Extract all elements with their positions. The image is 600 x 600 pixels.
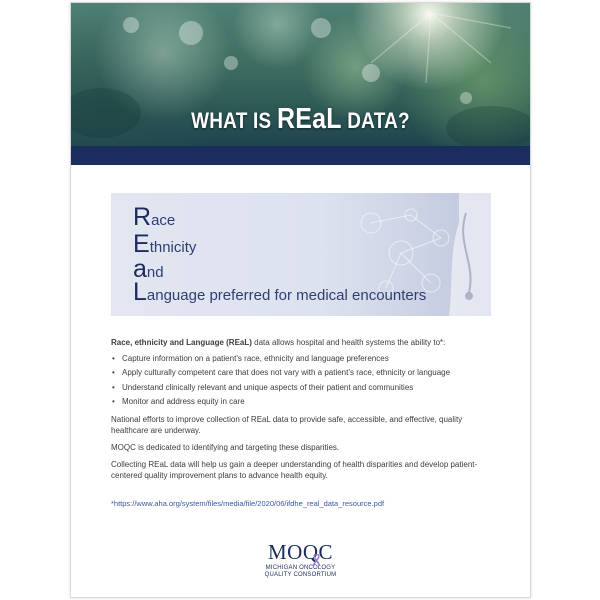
navy-divider-bar (71, 146, 530, 165)
national-efforts-paragraph: National efforts to improve collection of REaL data to provide safe, accessible, and effective, quality healthcare are underway. (111, 415, 463, 435)
list-item (111, 383, 496, 394)
bullet-icon: • (112, 396, 115, 406)
real-initial: E (133, 230, 150, 258)
list-item (111, 397, 496, 408)
moqc-dedication-paragraph: MOQC is dedicated to identifying and targeting these disparities. (111, 443, 340, 452)
list-item (111, 354, 496, 365)
title-prefix: WHAT IS (191, 108, 277, 133)
bullet-icon: • (112, 354, 115, 363)
real-line-race (133, 203, 175, 232)
list-item-text: Monitor and address equity in care (122, 396, 245, 406)
real-word: nd (146, 264, 164, 281)
intro-paragraph (111, 338, 496, 349)
list-item-text: Understand clinically relevant and unique aspects of their patient and communities (122, 382, 414, 392)
intro-bold: Race, ethnicity and Language (REaL) (111, 338, 252, 347)
real-word: thnicity (149, 239, 197, 256)
intro-rest: data allows hospital and health systems the ability to*: (251, 338, 446, 347)
title-acronym: REaL (276, 103, 342, 135)
real-initial: a (133, 255, 147, 283)
footnote-link[interactable]: *https://www.aha.org/system/files/media/file/2020/06/ifdhe_real_data_resource.pdf (111, 499, 385, 508)
list-item-text: Apply culturally competent care that does not vary with a patient’s race, ethnicity or language (122, 368, 451, 378)
hero-banner-image (71, 3, 530, 146)
page-title (103, 103, 498, 136)
real-word: anguage preferred for medical encounters (146, 287, 427, 304)
flyer-page (70, 2, 531, 598)
bullet-icon: • (112, 382, 115, 392)
real-initial: L (133, 278, 147, 306)
collecting-data-paragraph: Collecting REaL data will help us gain a deeper understanding of health disparities and develop patient-centered quality improvement plans to advance health equity. (111, 460, 478, 480)
logo-wordmark-text: MOQC (267, 540, 333, 564)
real-initial: R (133, 203, 152, 231)
awareness-ribbon-icon (312, 554, 321, 566)
logo-wordmark (268, 540, 333, 565)
moqc-logo (71, 540, 530, 579)
bullet-icon: • (112, 368, 115, 378)
real-line-language (133, 278, 426, 307)
list-item (111, 368, 496, 379)
real-word: ace (151, 212, 176, 229)
title-suffix: DATA? (341, 108, 410, 133)
benefits-list (111, 354, 496, 411)
logo-line-1: MICHIGAN ONCOLOGY (265, 565, 336, 571)
logo-line-2: QUALITY CONSORTIUM (264, 572, 337, 578)
real-acronym-box (111, 193, 491, 316)
list-item-text: Capture information on a patient’s race, ethnicity and language preferences (122, 354, 389, 363)
